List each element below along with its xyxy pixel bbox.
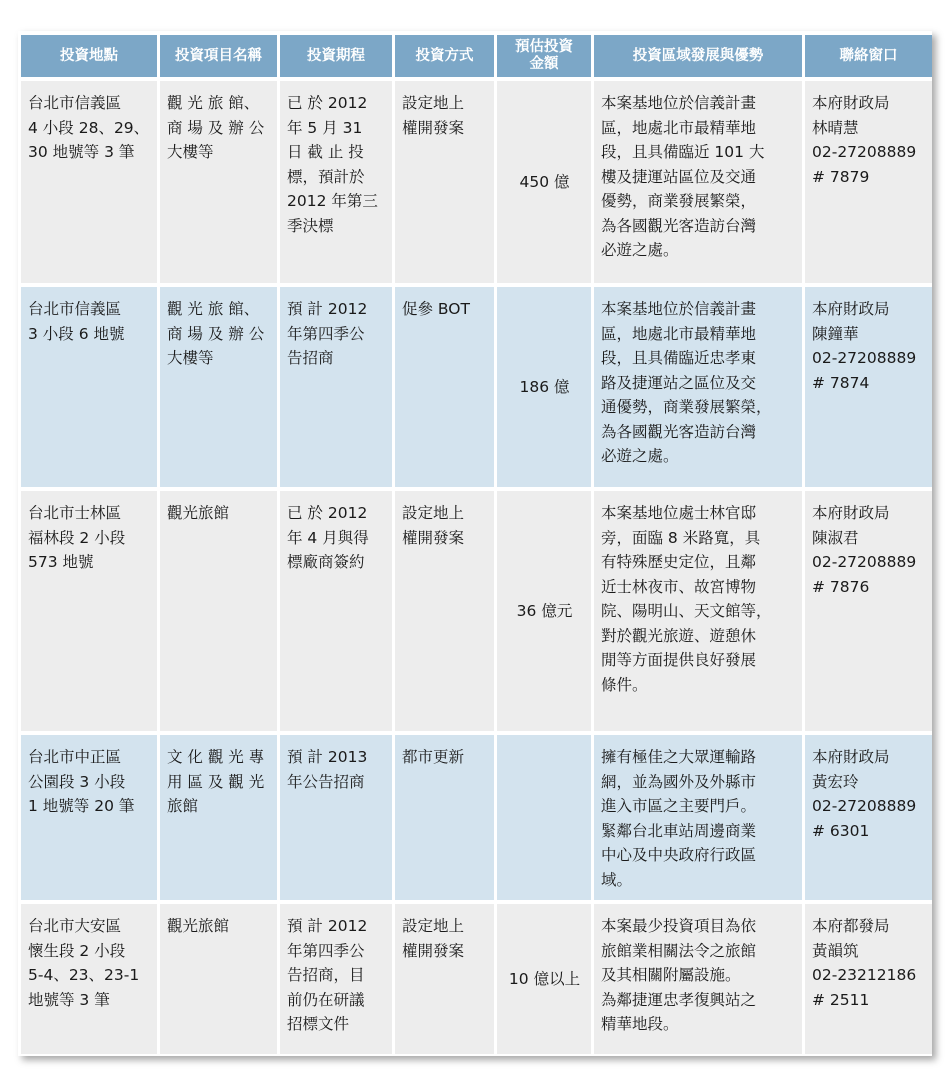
- cell-line: 本府財政局: [812, 94, 890, 112]
- cell-line: 標廠商簽約: [287, 553, 365, 571]
- cell-description: [594, 735, 802, 900]
- cell-line: 02-27208889: [812, 553, 917, 571]
- cell-line: 黃宏玲: [812, 772, 859, 791]
- cell-line: 02-23212186: [812, 966, 917, 984]
- cell-schedule: [280, 287, 392, 487]
- cell-line: # 6301: [812, 821, 870, 840]
- cell-line: 本案基地位於信義計畫: [601, 300, 757, 318]
- cell-schedule: [280, 81, 392, 283]
- cell-line: 標，預計於: [287, 167, 365, 186]
- cell-amount: 10 億以上: [497, 904, 591, 1054]
- cell-description: [594, 491, 802, 731]
- cell-line: 已 於 2012: [287, 504, 368, 522]
- cell-line: 區，地處北市最精華地: [601, 324, 757, 343]
- cell-line: 優勢，商業發展繁榮，: [601, 192, 757, 210]
- cell-contact: [805, 81, 932, 283]
- cell-line: 02-27208889: [812, 143, 917, 161]
- cell-location: [21, 735, 157, 900]
- cell-line: 精華地段。: [601, 1015, 679, 1033]
- cell-line: 告招商，目: [287, 966, 365, 984]
- cell-contact: [805, 904, 932, 1054]
- cell-line: 懷生段 2 小段: [28, 941, 126, 960]
- cell-line: 福林段 2 小段: [28, 528, 126, 547]
- cell-line: 設定地上: [402, 504, 465, 522]
- cell-location: [21, 904, 157, 1054]
- cell-method: [395, 491, 494, 731]
- cell-line: 有特殊歷史定位，且鄰: [601, 553, 757, 571]
- cell-line: 擁有極佳之大眾運輸路: [601, 748, 757, 766]
- table-row: [21, 287, 932, 487]
- cell-line: 中心及中央政府行政區: [601, 846, 757, 864]
- cell-line: 黃韻筑: [812, 941, 859, 960]
- cell-line: 觀光旅館: [167, 504, 230, 522]
- cell-line: # 7874: [812, 373, 870, 392]
- cell-line: 觀 光 旅 館、: [167, 94, 260, 112]
- cell-schedule: [280, 904, 392, 1054]
- cell-line: 通優勢，商業發展繁榮，: [601, 398, 772, 416]
- cell-line: 1 地號等 20 筆: [28, 797, 135, 815]
- cell-line: 陳淑君: [812, 528, 859, 547]
- cell-line: 陳鐘華: [812, 324, 859, 343]
- cell-line: 本案最少投資項目為依: [601, 917, 757, 935]
- cell-line: # 2511: [812, 990, 870, 1009]
- cell-line: 本府財政局: [812, 300, 890, 318]
- cell-line: 台北市大安區: [28, 917, 122, 935]
- cell-line: 5-4、23、23-1: [28, 966, 140, 984]
- cell-line: 進入市區之主要門戶。: [601, 797, 757, 815]
- cell-line: 區，地處北市最精華地: [601, 118, 757, 137]
- header-contact: 聯絡窗口: [805, 35, 932, 77]
- cell-line: 年第四季公: [287, 324, 365, 343]
- header-row: [21, 35, 932, 77]
- cell-line: 本府財政局: [812, 504, 890, 522]
- cell-contact: [805, 287, 932, 487]
- cell-line: 條件。: [601, 675, 648, 694]
- cell-line: 本案基地位處士林官邸: [601, 504, 757, 522]
- cell-line: 必遊之處。: [601, 241, 679, 259]
- cell-line: 台北市信義區: [28, 94, 122, 112]
- table-row: [21, 735, 932, 900]
- table-frame: [18, 31, 932, 1056]
- table-body: [21, 81, 932, 1054]
- cell-line: 招標文件: [287, 1015, 350, 1033]
- cell-line: 商 場 及 辦 公: [167, 118, 265, 137]
- header-location: 投資地點: [21, 35, 157, 77]
- cell-line: 已 於 2012: [287, 94, 368, 112]
- cell-line: 近士林夜市、故宮博物: [601, 577, 757, 596]
- cell-description: [594, 904, 802, 1054]
- cell-line: 域。: [601, 870, 633, 889]
- header-amount-line: 金額: [529, 56, 559, 72]
- cell-line: 年 4 月與得: [287, 528, 369, 547]
- cell-line: 台北市士林區: [28, 504, 122, 522]
- table-row: [21, 904, 932, 1054]
- header-amount-line: 預估投資: [515, 39, 573, 55]
- cell-line: 對於觀光旅遊、遊憩休: [601, 626, 757, 645]
- cell-line: 促參 BOT: [402, 300, 470, 318]
- cell-project: [160, 491, 277, 731]
- cell-line: 地號等 3 筆: [28, 990, 110, 1009]
- cell-line: 設定地上: [402, 917, 465, 935]
- cell-line: 段，且具備臨近忠孝東: [601, 349, 757, 367]
- cell-location: [21, 491, 157, 731]
- cell-line: 閒等方面提供良好發展: [601, 651, 757, 669]
- cell-line: 本案基地位於信義計畫: [601, 94, 757, 112]
- cell-description: [594, 81, 802, 283]
- cell-line: 前仍在研議: [287, 990, 365, 1009]
- cell-method: [395, 287, 494, 487]
- cell-line: 公園段 3 小段: [28, 772, 126, 791]
- cell-location: [21, 81, 157, 283]
- cell-line: 年公告招商: [287, 772, 365, 791]
- cell-line: 設定地上: [402, 94, 465, 112]
- cell-line: 為鄰捷運忠孝復興站之: [601, 990, 757, 1009]
- cell-line: 段，且具備臨近 101 大: [601, 143, 765, 161]
- cell-line: # 7879: [812, 167, 870, 186]
- cell-contact: [805, 735, 932, 900]
- cell-line: 商 場 及 辦 公: [167, 324, 265, 343]
- cell-method: [395, 904, 494, 1054]
- cell-line: 網，並為國外及外縣市: [601, 772, 757, 791]
- cell-line: 權開發案: [402, 528, 465, 547]
- cell-line: 573 地號: [28, 553, 94, 571]
- cell-line: 為各國觀光客造訪台灣: [601, 216, 757, 235]
- cell-project: [160, 287, 277, 487]
- cell-line: 緊鄰台北車站周邊商業: [601, 821, 757, 840]
- cell-line: 02-27208889: [812, 349, 917, 367]
- cell-line: 路及捷運站之區位及交: [601, 373, 757, 392]
- cell-project: [160, 904, 277, 1054]
- cell-line: # 7876: [812, 577, 870, 596]
- cell-location: [21, 287, 157, 487]
- cell-line: 預 計 2012: [287, 300, 368, 318]
- cell-line: 為各國觀光客造訪台灣: [601, 422, 757, 441]
- cell-line: 預 計 2012: [287, 917, 368, 935]
- header-schedule: 投資期程: [280, 35, 392, 77]
- cell-line: 3 小段 6 地號: [28, 324, 125, 343]
- cell-line: 台北市中正區: [28, 748, 122, 766]
- cell-line: 院、陽明山、天文館等，: [601, 602, 772, 620]
- cell-method: [395, 81, 494, 283]
- cell-line: 旅館業相關法令之旅館: [601, 941, 757, 960]
- header-amount: [497, 35, 591, 77]
- cell-amount: [497, 735, 591, 900]
- cell-line: 大樓等: [167, 349, 214, 367]
- cell-line: 2012 年第三: [287, 192, 378, 210]
- cell-contact: [805, 491, 932, 731]
- cell-line: 必遊之處。: [601, 447, 679, 465]
- cell-line: 30 地號等 3 筆: [28, 143, 135, 161]
- cell-line: 日 截 止 投: [287, 143, 364, 161]
- cell-line: 觀光旅館: [167, 917, 230, 935]
- table-row: [21, 491, 932, 731]
- cell-line: 預 計 2013: [287, 748, 368, 766]
- cell-line: 旁，面臨 8 米路寬，具: [601, 528, 761, 547]
- cell-schedule: [280, 735, 392, 900]
- header-method: 投資方式: [395, 35, 494, 77]
- cell-line: 本府財政局: [812, 748, 890, 766]
- cell-amount: 450 億: [497, 81, 591, 283]
- cell-line: 告招商: [287, 349, 334, 367]
- cell-line: 及其相關附屬設施。: [601, 966, 741, 984]
- table-row: [21, 81, 932, 283]
- cell-line: 林晴慧: [812, 118, 859, 137]
- cell-line: 大樓等: [167, 143, 214, 161]
- investment-table: [18, 31, 935, 1058]
- header-project: 投資項目名稱: [160, 35, 277, 77]
- cell-line: 年 5 月 31: [287, 118, 363, 137]
- cell-description: [594, 287, 802, 487]
- cell-method: [395, 735, 494, 900]
- cell-project: [160, 735, 277, 900]
- cell-line: 用 區 及 觀 光: [167, 772, 265, 791]
- cell-line: 都市更新: [402, 748, 465, 766]
- header-advantage: 投資區域發展與優勢: [594, 35, 802, 77]
- cell-line: 權開發案: [402, 941, 465, 960]
- cell-line: 樓及捷運站區位及交通: [601, 167, 757, 186]
- cell-line: 季決標: [287, 216, 334, 235]
- cell-line: 旅館: [167, 797, 199, 815]
- cell-amount: 186 億: [497, 287, 591, 487]
- cell-line: 本府都發局: [812, 917, 890, 935]
- cell-line: 台北市信義區: [28, 300, 122, 318]
- cell-line: 觀 光 旅 館、: [167, 300, 260, 318]
- cell-line: 年第四季公: [287, 941, 365, 960]
- cell-amount: 36 億元: [497, 491, 591, 731]
- cell-line: 4 小段 28、29、: [28, 118, 150, 137]
- cell-line: 02-27208889: [812, 797, 917, 815]
- cell-schedule: [280, 491, 392, 731]
- cell-line: 權開發案: [402, 118, 465, 137]
- cell-line: 文 化 觀 光 專: [167, 748, 265, 766]
- cell-project: [160, 81, 277, 283]
